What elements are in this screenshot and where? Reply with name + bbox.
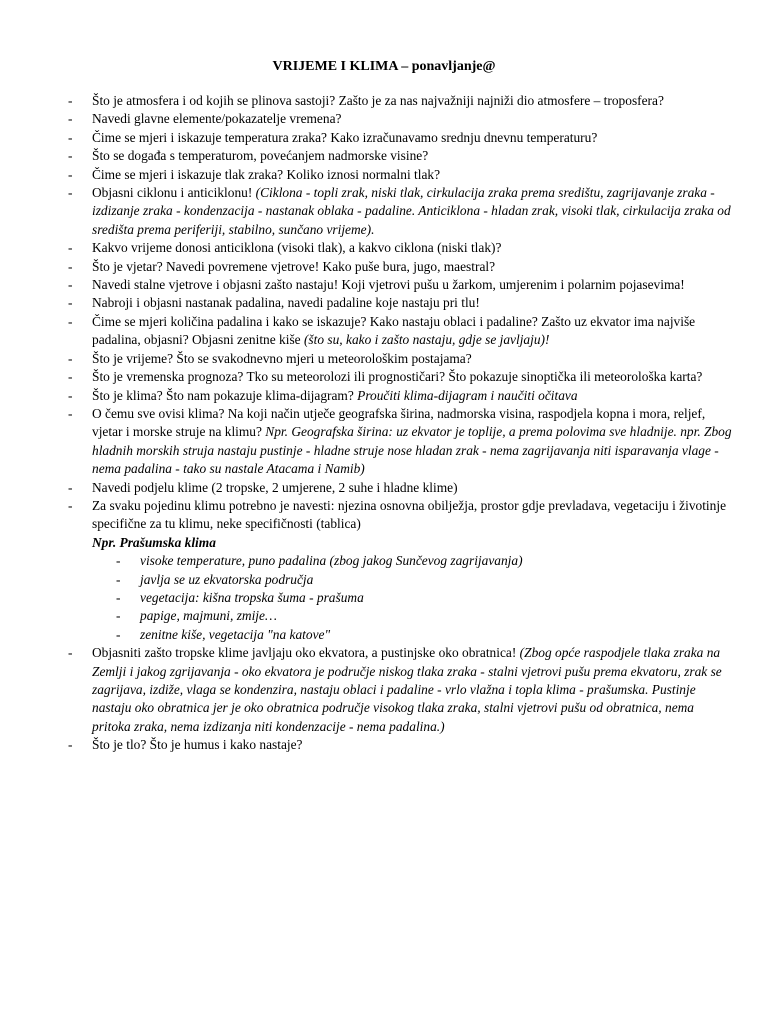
example-point-text: javlja se uz ekvatorska područja (140, 571, 314, 587)
question-text: Čime se mjeri količina padalina i kako se iskazuje? Kako nastaju oblaci i padaline? Zašto uz ekvator ima najviše padalina, objasni? Objasni zenitne kiše (92, 313, 696, 348)
example-point (0, 552, 768, 570)
example-point (0, 626, 768, 644)
question-item (0, 239, 768, 257)
question-item (0, 110, 768, 128)
question-item (0, 405, 768, 479)
example-point (0, 571, 768, 589)
bullet-dash: - (68, 240, 73, 256)
bullet-dash: - (68, 185, 73, 201)
question-text: Objasniti zašto tropske klime javljaju oko ekvatora, a pustinjske oko obratnica! (92, 645, 520, 661)
question-text: Što se događa s temperaturom, povećanjem nadmorske visine? (92, 148, 429, 164)
bullet-dash: - (68, 387, 73, 403)
bullet-dash: - (68, 497, 73, 513)
question-text: O čemu sve ovisi klima? Na koji način utječe geografska širina, nadmorska visina, raspodjela kopna i mora, reljef, vjetar i morske struje na klimu? (92, 405, 706, 440)
example-point-text: visoke temperature, puno padalina (zbog jakog Sunčevog zagrijavanja) (140, 553, 523, 569)
question-note: (što su, kako i zašto nastaju, gdje se javljaju)! (303, 332, 550, 348)
question-item (0, 184, 768, 239)
question-text: Navedi stalne vjetrove i objasni zašto nastaju! Koji vjetrovi pušu u žarkom, umjerenim i polarnim pojasevima! (92, 277, 685, 293)
question-item (0, 276, 768, 294)
question-text: Kakvo vrijeme donosi anticiklona (visoki tlak), a kakvo ciklona (niski tlak)? (92, 240, 502, 256)
question-text: Što je vjetar? Navedi povremene vjetrove! Kako puše bura, jugo, maestral? (92, 258, 496, 274)
bullet-dash: - (116, 626, 121, 642)
bullet-dash: - (68, 645, 73, 661)
question-item (0, 368, 768, 386)
question-text: Što je vrijeme? Što se svakodnevno mjeri u meteorološkim postajama? (92, 350, 472, 366)
question-text: Čime se mjeri i iskazuje temperatura zraka? Kako izračunavamo srednju dnevnu temperaturu? (92, 129, 598, 145)
bullet-dash: - (68, 258, 73, 274)
example-point (0, 589, 768, 607)
question-item (0, 147, 768, 165)
question-text: Što je vremenska prognoza? Tko su meteorolozi ili prognostičari? Što pokazuje sinoptička ili meteorološka karta? (92, 369, 703, 385)
bullet-dash: - (68, 295, 73, 311)
bullet-dash: - (68, 350, 73, 366)
example-point (0, 607, 768, 625)
bullet-dash: - (116, 589, 121, 605)
questions-part-1 (0, 92, 768, 534)
questions-part-2 (0, 644, 768, 754)
bullet-dash: - (68, 166, 73, 182)
bullet-dash: - (68, 277, 73, 293)
bullet-dash: - (68, 369, 73, 385)
question-text: Čime se mjeri i iskazuje tlak zraka? Koliko iznosi normalni tlak? (92, 166, 441, 182)
question-text: Što je klima? Što nam pokazuje klima-dijagram? (92, 387, 358, 403)
example-point-text: papige, majmuni, zmije… (140, 608, 277, 624)
question-text: Što je tlo? Što je humus i kako nastaje? (92, 737, 303, 753)
bullet-dash: - (68, 129, 73, 145)
question-item (0, 129, 768, 147)
bullet-dash: - (68, 313, 73, 329)
question-item (0, 350, 768, 368)
question-note: (Ciklona - topli zrak, niski tlak, cirkulacija zraka prema središtu, zagrijavanje zraka - izdizanje zraka - kondenzacija - nastanak oblaka - padaline. Anticiklona - hladan zrak, visoki tlak, cirkulacija zraka od središta prema periferiji, stabilno, sunčano vrijeme). (92, 185, 731, 237)
question-text: Objasni ciklonu i anticiklonu! (92, 185, 256, 201)
page-title: VRIJEME I KLIMA – ponavljanje@ (272, 59, 496, 74)
bullet-dash: - (68, 93, 73, 108)
question-item (0, 497, 768, 534)
bullet-dash: - (68, 148, 73, 164)
question-note: (Zbog opće raspodjele tlaka zraka na Zemlji i jakog zgrijavanja - oko ekvatora je područje niskog tlaka zraka - stalni vjetrovi pušu prema ekvatoru, zrak se zagrijava, izdiže, vlaga se kondenzira, nastaju oblaci i padaline - vrlo vlažna i topla klima - prašumska. Pustinje nastaju oko obratnica jer je oko obratnica područje visokog tlaka zraka, stalni vjetrovi pušu od obratnica, nema pritoka zraka, nema izdizanja niti kondenzacije - nema padalina.) (92, 645, 722, 734)
example-point-text: zenitne kiše, vegetacija "na katove" (140, 626, 331, 642)
question-item (0, 644, 768, 736)
bullet-dash: - (116, 608, 121, 624)
question-text: Što je atmosfera i od kojih se plinova sastoji? Zašto je za nas najvažniji najniži dio atmosfere – troposfera? (92, 93, 664, 108)
question-list (0, 92, 768, 755)
question-note: Proučiti klima-dijagram i naučiti očitava (357, 387, 578, 403)
bullet-dash: - (68, 479, 73, 495)
example-point-text: vegetacija: kišna tropska šuma - prašuma (140, 589, 364, 605)
bullet-dash: - (68, 111, 73, 127)
example-points (0, 552, 768, 644)
question-item (0, 736, 768, 754)
question-text: Navedi podjelu klime (2 tropske, 2 umjerene, 2 suhe i hladne klime) (92, 479, 458, 495)
bullet-dash: - (68, 405, 73, 421)
question-item (0, 387, 768, 405)
question-item (0, 479, 768, 497)
bullet-dash: - (116, 553, 121, 569)
example-heading: Npr. Prašumska klima (92, 534, 216, 550)
question-note: Npr. Geografska širina: uz ekvator je toplije, a prema polovima sve hladnije. npr. Zbog hladnih morskih struja nastaju pustinje - hladne struje nose hladan zrak - nema zagrijavanja niti isparavanja vlage - nema padalina - tako su nastale Atacama i Namib) (92, 424, 732, 477)
question-item (0, 92, 768, 110)
question-text: Nabroji i objasni nastanak padalina, navedi padaline koje nastaju pri tlu! (92, 295, 480, 311)
bullet-dash: - (68, 737, 73, 753)
question-text: Za svaku pojedinu klimu potrebno je navesti: njezina osnovna obilježja, prostor gdje prevladava, vegetaciju i životinje specifične za tu klimu, neke specifičnosti (tablica) (92, 497, 727, 532)
question-item (0, 313, 768, 350)
question-text: Navedi glavne elemente/pokazatelje vremena? (92, 111, 342, 127)
question-item (0, 294, 768, 312)
question-item (0, 166, 768, 184)
bullet-dash: - (116, 571, 121, 587)
question-item (0, 258, 768, 276)
